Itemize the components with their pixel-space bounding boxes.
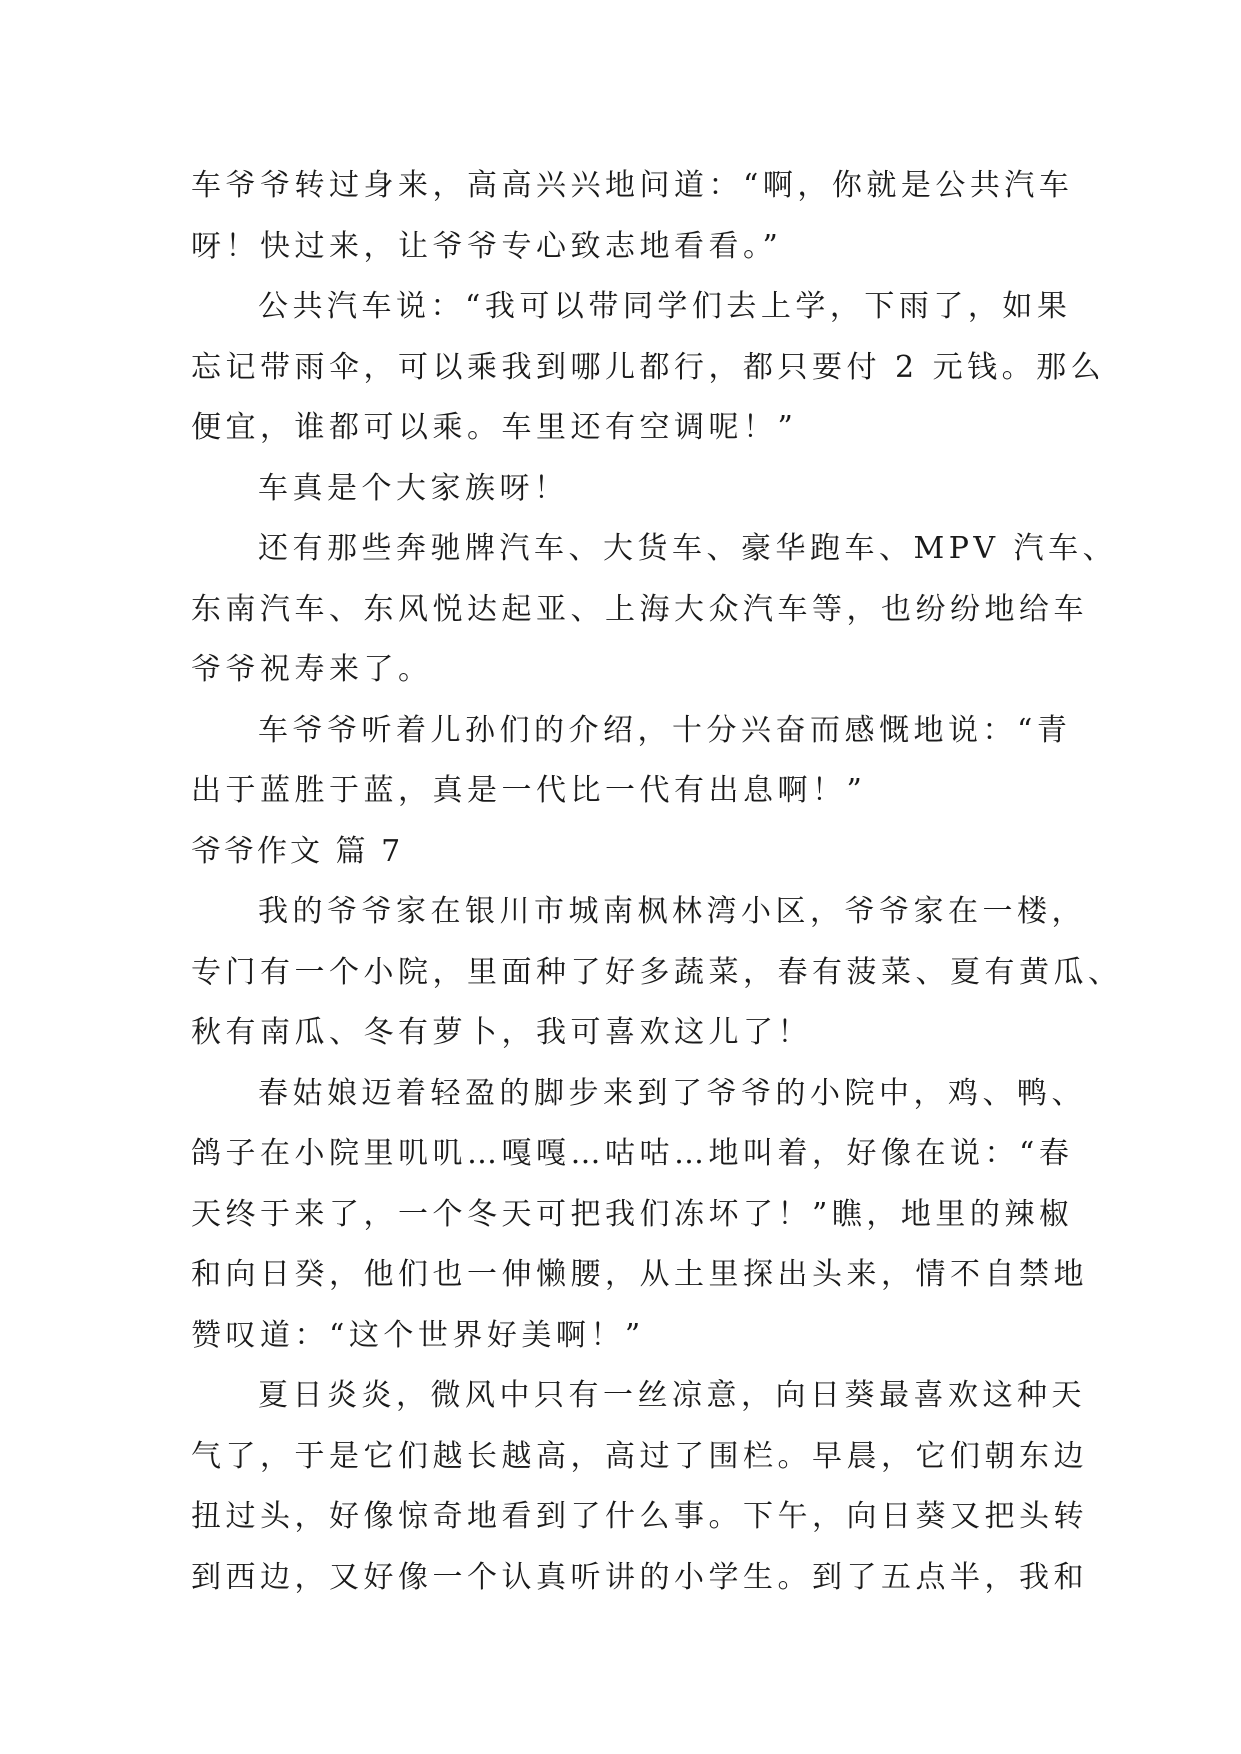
- text-line: 呀！快过来，让爷爷专心致志地看看。”: [191, 228, 783, 264]
- text-line: 出于蓝胜于蓝，真是一代比一代有出息啊！”: [191, 773, 867, 808]
- text-line: 东南汽车、东风悦达起亚、上海大众汽车等，也纷纷地给车: [191, 591, 1088, 627]
- text-line: 忘记带雨伞，可以乘我到哪儿都行，都只要付 2 元钱。那么: [191, 349, 1106, 385]
- document-body: [191, 156, 1123, 1608]
- text-line: 爷爷祝寿来了。: [191, 652, 433, 687]
- text-line: 鸽子在小院里叽叽…嘎嘎…咕咕…地叫着，好像在说：“春: [191, 1136, 1074, 1171]
- text-line: 赞叹道：“这个世界好美啊！”: [191, 1317, 645, 1353]
- text-line: 秋有南瓜、冬有萝卜，我可喜欢这儿了！: [191, 1015, 812, 1050]
- text-line: 和向日癸，他们也一伸懒腰，从土里探出头来，情不自禁地: [191, 1257, 1088, 1292]
- text-line: 扭过头，好像惊奇地看到了什么事。下午，向日葵又把头转: [191, 1499, 1088, 1534]
- text-line: 便宜，谁都可以乘。车里还有空调呢！”: [191, 410, 798, 445]
- text-line: 到西边，又好像一个认真听讲的小学生。到了五点半，我和: [191, 1559, 1088, 1595]
- text-line: 车爷爷转过身来，高高兴兴地问道：“啊，你就是公共汽车: [191, 168, 1074, 203]
- text-line: 气了，于是它们越长越高，高过了围栏。早晨，它们朝东边: [191, 1438, 1088, 1474]
- text-line: 专门有一个小院，里面种了好多蔬菜，春有菠菜、夏有黄瓜、: [191, 954, 1123, 990]
- section-heading: 爷爷作文 篇 7: [191, 833, 404, 869]
- paragraph-start-line: 还有那些奔驰牌汽车、大货车、豪华跑车、MPV 汽车、: [258, 531, 1118, 566]
- paragraph-start-line: 车真是个大家族呀！: [258, 470, 569, 506]
- paragraph-start-line: 我的爷爷家在银川市城南枫林湾小区，爷爷家在一楼，: [258, 894, 1086, 929]
- text-line: 天终于来了，一个冬天可把我们冻坏了！”瞧，地里的辣椒: [191, 1196, 1074, 1232]
- paragraph-start-line: 春姑娘迈着轻盈的脚步来到了爷爷的小院中，鸡、鸭、: [258, 1075, 1086, 1111]
- paragraph-start-line: 夏日炎炎，微风中只有一丝凉意，向日葵最喜欢这种天: [258, 1378, 1086, 1413]
- paragraph-start-line: 公共汽车说：“我可以带同学们去上学，下雨了，如果: [258, 289, 1072, 324]
- paragraph-start-line: 车爷爷听着儿孙们的介绍，十分兴奋而感慨地说：“青: [258, 712, 1072, 748]
